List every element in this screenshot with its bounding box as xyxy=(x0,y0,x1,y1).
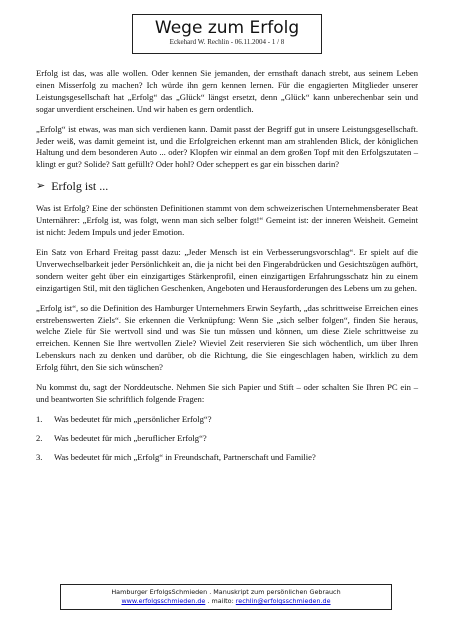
section-paragraph-4: Nu kommst du, sagt der Norddeutsche. Nehmen Sie sich Papier und Stift – oder schalten Sie Ihren PC ein – und beantworten Sie schriftlich folgende Fragen: xyxy=(36,382,418,404)
document-footer xyxy=(60,584,392,610)
document-header xyxy=(132,14,322,54)
section-heading-text: Erfolg ist ... xyxy=(51,179,109,194)
footer-line: Hamburger ErfolgsSchmieden . Manuskript zum persönlichen Gebrauch xyxy=(111,588,341,596)
website-link[interactable]: www.erfolgsschmieden.de xyxy=(121,597,206,605)
question-text: Was bedeutet für mich „beruflicher Erfolg“? xyxy=(54,432,207,443)
question-item xyxy=(36,414,418,426)
footer-links xyxy=(61,597,391,606)
intro-paragraph-2: „Erfolg“ ist etwas, was man sich verdienen kann. Damit passt der Begriff gut in unsere Leistungsgesellschaft. Jeder weiß, was damit gemeint ist, und die Erfolgreichen erkennt man am strahlenden Blick, der königlichen Haltung und dem besonderen Auto ... oder? Klopfen wir einmal an dem großen Topf mit den Erfolgszutaten – klingt er gut? Solide? Satt gefüllt? Oder hohl? Oder scheppert es gar ein bisschen darin? xyxy=(36,123,418,170)
section-paragraph-3: „Erfolg ist“, so die Definition des Hamburger Unternehmers Erwin Seyfarth, „das schrittweise Erreichen eines erstrebenswerten Ziels“. Sie erkennen die Verknüpfung: Wenn Sie „sich selber folgen“, finden Sie heraus, welche Ziele für Sie wertvoll sind und was Sie tun müssen und können, um diese Ziele schrittweise zu erreichen. Kennen Sie Ihre wertvollen Ziele? Wieviel Zeit reservieren Sie sich wöchentlich, um über Ihren Lebenskurs nach zu denken und darüber, ob die Richtung, die Sie eingeschlagen haben, wirklich zu dem Erfolg führt, den Sie sich wünschen? xyxy=(36,302,418,373)
section-paragraph-1: Was ist Erfolg? Eine der schönsten Definitionen stammt von dem schweizerischen Unternehmensberater Beat Unternährer: „Erfolg ist, was folgt, wenn man sich selber folgt!“ Gemeint ist: der inneren Weisheit. Gemeint ist nicht: Jedem Impuls und jeder Emotion. xyxy=(36,203,418,238)
intro-paragraph-1: Erfolg ist das, was alle wollen. Oder kennen Sie jemanden, der ernsthaft danach strebt, aus seinem Leben einen Misserfolg zu machen? Ich würde ihn gern kennen lernen. Für die engagierten Mitglieder unserer Leistungsgesellschaft hat „Erfolg“ das „Glück“ längst ersetzt, denn „Glück“ kann unberechenbar sein und sogar unverdient erscheinen. Und wir haben es gern ordentlich. xyxy=(36,68,418,114)
footer-separator: . xyxy=(207,597,212,605)
question-item xyxy=(36,433,418,445)
question-text: Was bedeutet für mich „persönlicher Erfolg“? xyxy=(54,413,212,424)
document-subtitle: Eckehard W. Rechlin - 06.11.2004 - 1 / 8 xyxy=(169,38,285,46)
question-number: 2. xyxy=(36,432,43,443)
question-item xyxy=(36,452,418,464)
document-title: Wege zum Erfolg xyxy=(154,18,300,38)
question-list xyxy=(36,414,418,464)
section-heading xyxy=(36,179,418,193)
document-body xyxy=(36,68,418,471)
question-text: Was bedeutet für mich „Erfolg“ in Freundschaft, Partnerschaft und Familie? xyxy=(54,451,316,462)
section-paragraph-2: Ein Satz von Erhard Freitag passt dazu: „Jeder Mensch ist ein Verbesserungsvorschlag“. Er spielt auf die Unverwechselbarkeit jeder Persönlichkeit an, die ja nicht bei den Fingerabdrücken und Gesichtszügen aufhört, sondern weiter geht über ein einzigartiges Stärkenprofil, einen einzigartigen Erfahrungsschatz hin zu einem einzigartigen Stil, mit den täglichen Geschenken, Angeboten und Herausforderungen des Lebens um zu gehen. xyxy=(36,246,418,293)
email-link[interactable]: rechlin@erfolgsschmieden.de xyxy=(235,597,331,605)
question-number: 3. xyxy=(36,451,43,462)
arrow-bullet-icon: ➢ xyxy=(36,179,46,193)
question-number: 1. xyxy=(36,413,43,424)
mailto-label: mailto: xyxy=(211,597,234,605)
